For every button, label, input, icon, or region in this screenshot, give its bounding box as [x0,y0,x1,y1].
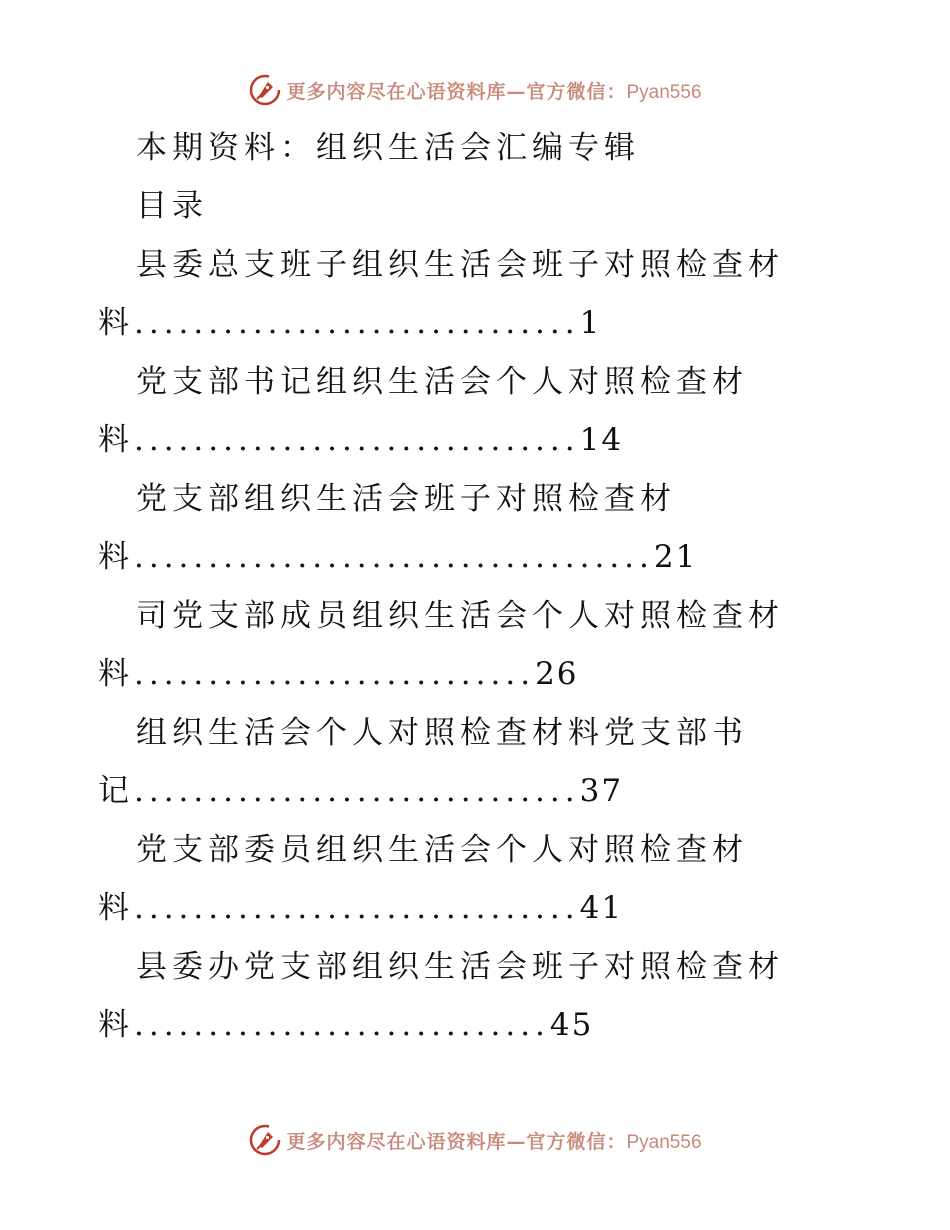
toc-entry-title-end: 料 [98,1007,134,1043]
pen-nib-circle-icon [248,73,282,107]
toc-entry-leader [98,654,579,694]
toc-entry-title-end: 料 [98,656,134,692]
banner-text: 更多内容尽在心语资料库—官方微信：Pyan556 [286,80,702,103]
toc-entry-title: 司党支部成员组织生活会个人对照检查材 [136,598,784,634]
footer-watermark-banner [0,1120,950,1160]
toc-entry-leader [98,303,601,343]
toc-page-number: 1 [579,305,602,341]
toc-page-number: 45 [549,1007,594,1043]
toc-dot-leader: ........................... [134,656,536,692]
toc-entry-leader [98,537,697,577]
toc-entry-title: 党支部委员组织生活会个人对照检查材 [136,832,748,868]
toc-entry-title-end: 记 [98,773,134,809]
toc-entry-title: 县委总支班子组织生活会班子对照检查材 [136,247,784,283]
toc-entry-leader [98,888,623,928]
banner-text: 更多内容尽在心语资料库—官方微信：Pyan556 [286,1130,702,1153]
toc-dot-leader: ............................ [134,1007,550,1043]
toc-dot-leader: .............................. [134,890,580,926]
toc-page-number: 26 [535,656,579,692]
toc-entry-title: 组织生活会个人对照检查材料党支部书 [136,715,748,751]
toc-page-number: 41 [579,890,624,926]
toc-page-number: 21 [653,539,698,575]
toc-entry-leader [98,771,623,811]
toc-entry-title-end: 料 [98,422,134,458]
toc-page-number: 37 [579,773,624,809]
toc-page-number: 14 [579,422,624,458]
header-watermark-banner [0,70,950,110]
toc-entry-title-end: 料 [98,305,134,341]
toc-heading: 目录 [136,188,208,224]
pen-nib-circle-icon [248,1123,282,1157]
toc-entry-title: 县委办党支部组织生活会班子对照检查材 [136,949,784,985]
toc-dot-leader: .............................. [134,422,580,458]
wechat-id: Pyan556 [626,81,702,103]
toc-entry-title-end: 料 [98,539,134,575]
toc-entry-title: 党支部书记组织生活会个人对照检查材 [136,364,748,400]
toc-entry-leader [98,1005,593,1045]
document-title: 本期资料：组织生活会汇编专辑 [136,130,640,166]
toc-dot-leader: ................................... [134,539,654,575]
toc-dot-leader: .............................. [134,773,580,809]
toc-dot-leader: .............................. [134,305,580,341]
wechat-id: Pyan556 [626,1131,702,1153]
toc-entry-title: 党支部组织生活会班子对照检查材 [136,481,676,517]
toc-entry-leader [98,420,623,460]
toc-entry-title-end: 料 [98,890,134,926]
